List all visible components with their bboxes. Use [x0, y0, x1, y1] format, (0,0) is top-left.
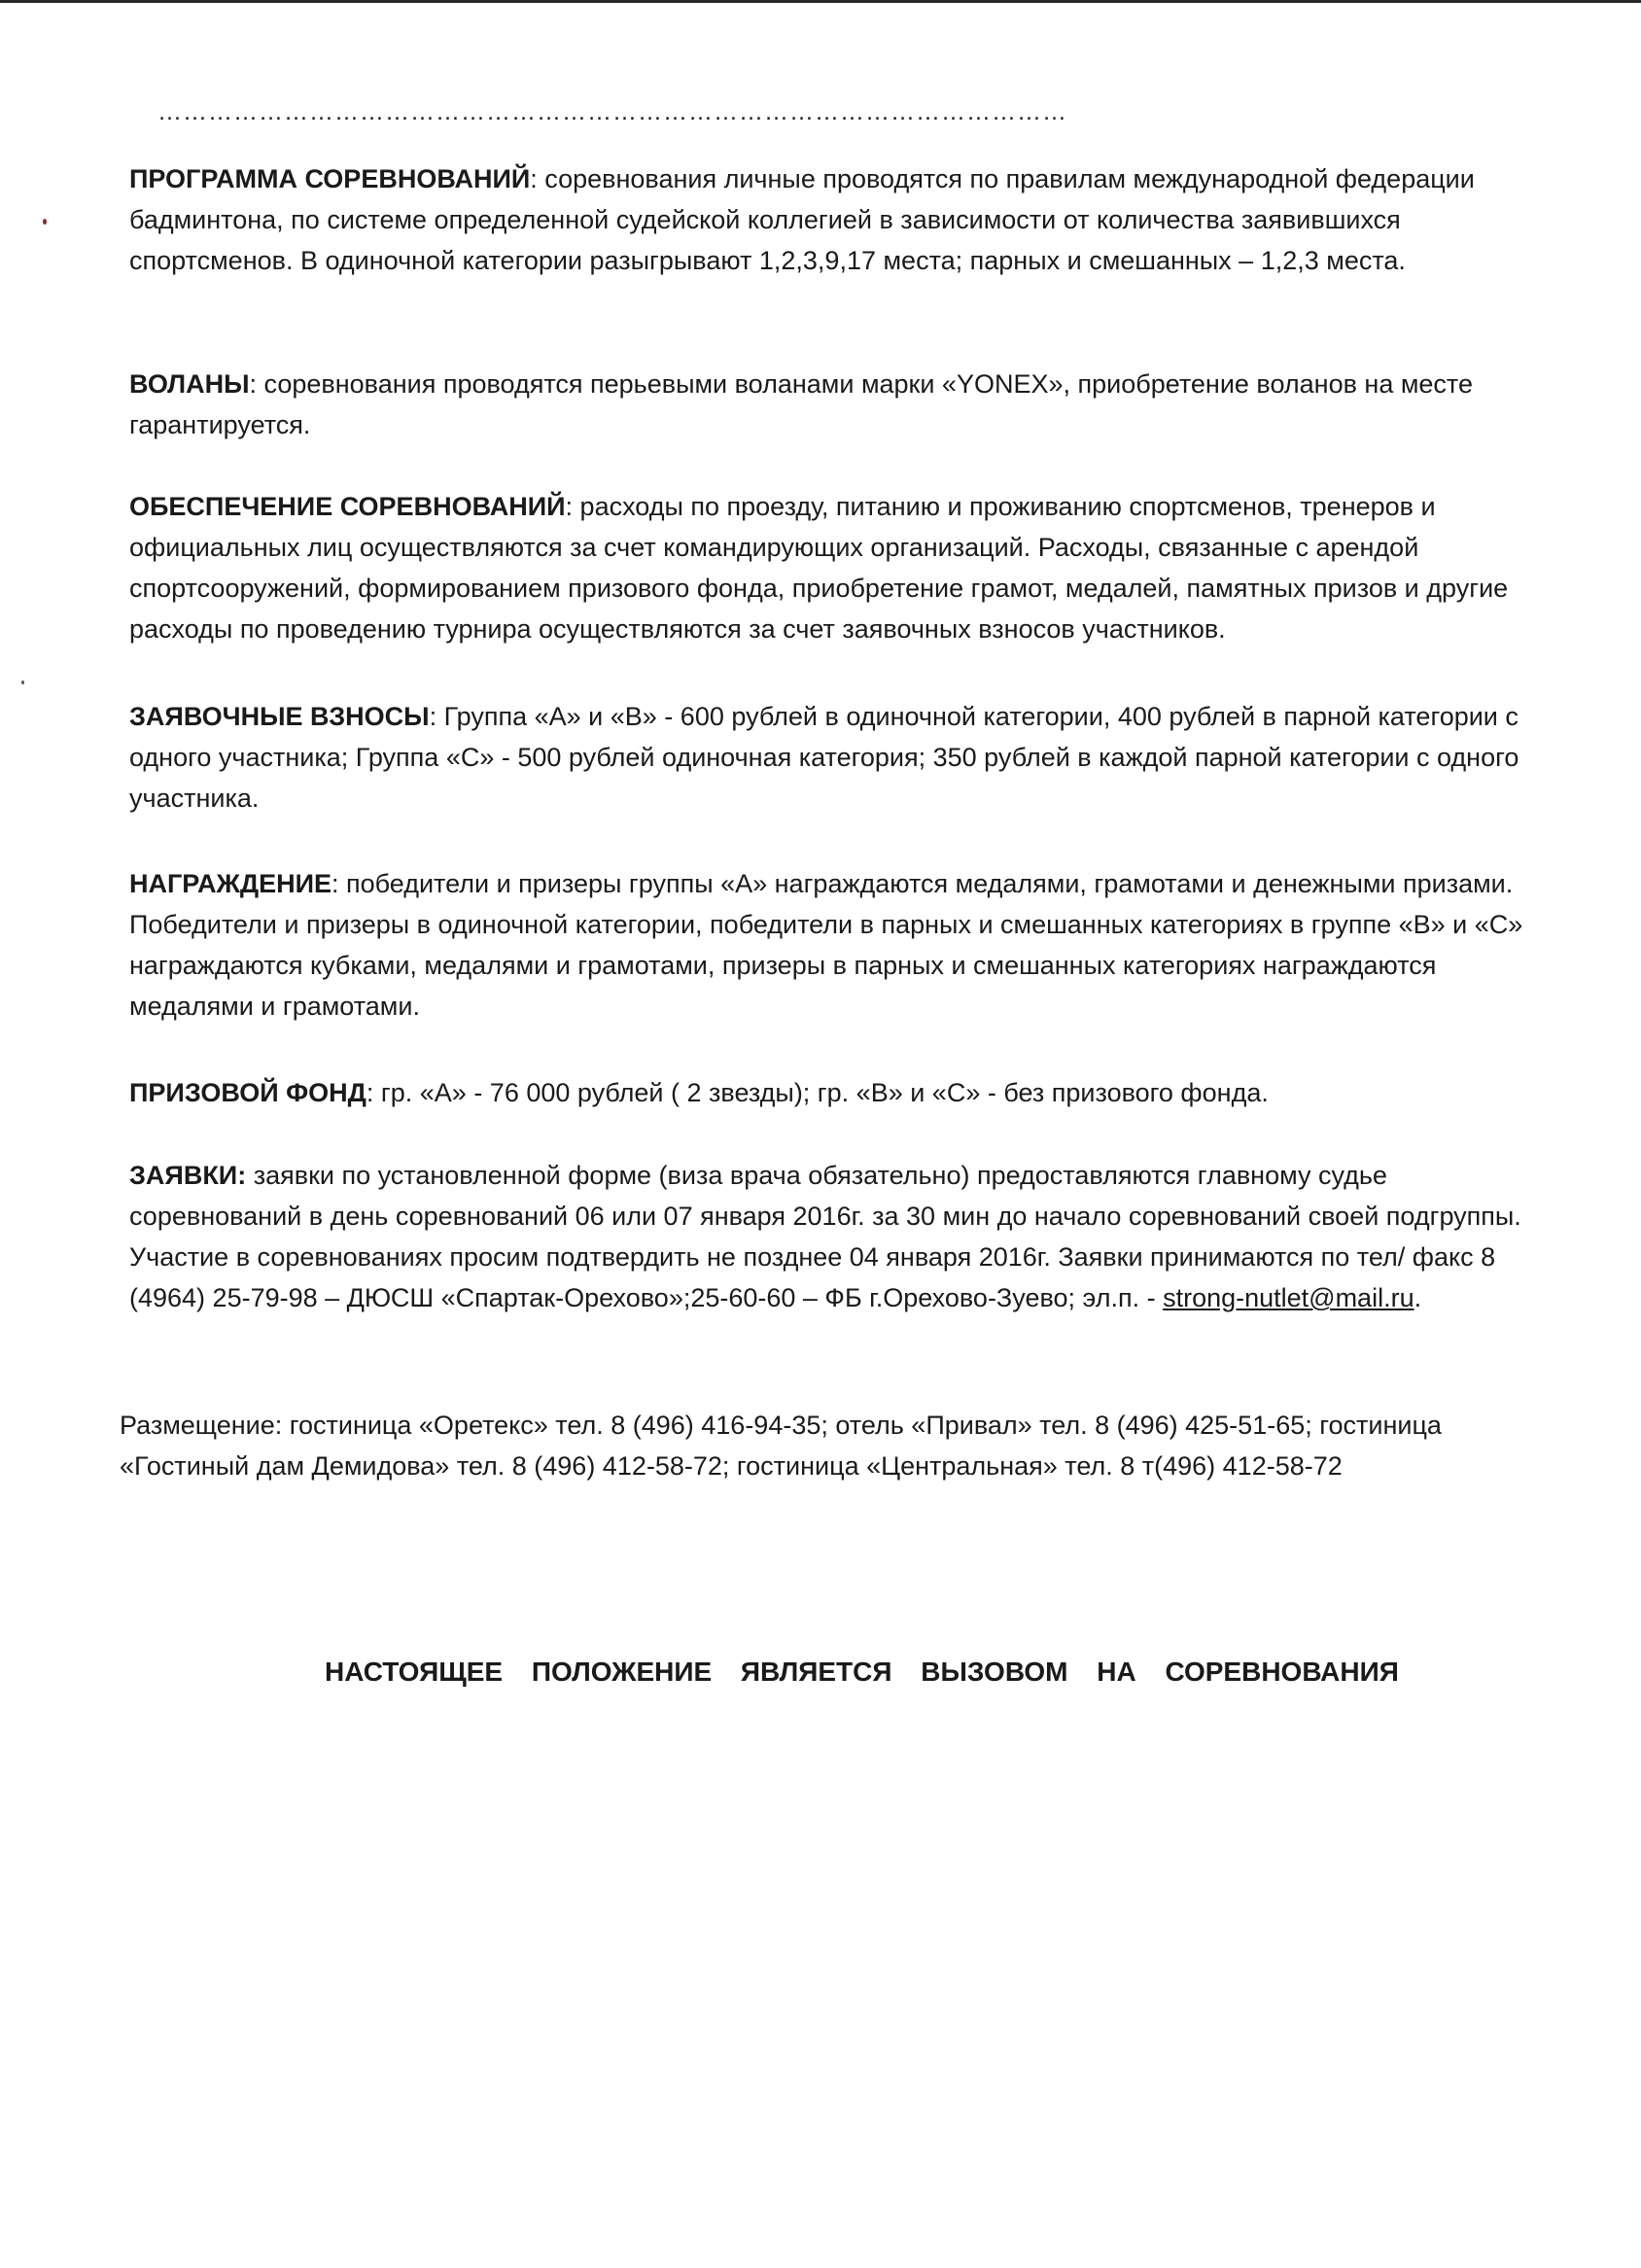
scan-top-edge	[0, 0, 1641, 3]
section-entry-fees	[129, 696, 1529, 819]
section-program	[129, 158, 1529, 281]
section-provision-text: : расходы по проезду, питанию и проживанию спортсменов, тренеров и официальных лиц осуществляются за счет командирующих организаций. Расходы, связанные с арендой спортсооружений, формированием призового фонда, приобретение грамот, медалей, памятных призов и другие расходы по проведению турнира осуществляются за счет заявочных взносов участников.	[129, 492, 1509, 644]
section-program-label: ПРОГРАММА СОРЕВНОВАНИЙ	[129, 164, 531, 193]
section-awards-label: НАГРАЖДЕНИЕ	[129, 869, 332, 898]
scan-artifact	[43, 219, 47, 225]
section-entry-fees-text: : Группа «А» и «В» - 600 рублей в одиночной категории, 400 рублей в парной категории с одного участника; Группа «С» - 500 рублей одиночная категория; 350 рублей в каждой парной категории с одного участника.	[129, 702, 1519, 813]
footer-title: НАСТОЯЩЕЕ ПОЛОЖЕНИЕ ЯВЛЯЕТСЯ ВЫЗОВОМ НА СОРЕВНОВАНИЯ	[325, 1657, 1399, 1687]
section-accommodation	[120, 1405, 1519, 1486]
section-shuttlecocks-label: ВОЛАНЫ	[129, 369, 250, 399]
section-program-text: : соревнования личные проводятся по правилам международной федерации бадминтона, по системе определенной судейской коллегией в зависимости от количества заявившихся спортсменов. В одиночной категории разыгрывают 1,2,3,9,17 места; парных и смешанных – 1,2,3 места.	[129, 164, 1475, 275]
section-entry-fees-label: ЗАЯВОЧНЫЕ ВЗНОСЫ	[129, 702, 430, 731]
section-prize-fund-label: ПРИЗОВОЙ ФОНД	[129, 1078, 367, 1107]
section-provision	[129, 486, 1529, 649]
section-provision-label: ОБЕСПЕЧЕНИЕ СОРЕВНОВАНИЙ	[129, 492, 566, 521]
section-accommodation-text: Размещение: гостиница «Оретекс» тел. 8 (496) 416-94-35; отель «Привал» тел. 8 (496) 425-51-65; гостиница «Гостиный дам Демидова» тел. 8 (496) 412-58-72; гостиница «Центральная» тел. 8 т(496) 412-58-72	[120, 1411, 1442, 1481]
section-applications-label: ЗАЯВКИ:	[129, 1161, 247, 1190]
section-awards	[129, 863, 1529, 1027]
dotted-line: ………………………………………………………………………………………………	[157, 98, 1067, 125]
section-shuttlecocks-text: : соревнования проводятся перьевыми воланами марки «YONEX», приобретение воланов на месте гарантируется.	[129, 369, 1474, 439]
email-link[interactable]: strong-nutlet@mail.ru	[1163, 1283, 1414, 1312]
section-applications	[129, 1155, 1529, 1318]
section-applications-text: заявки по установленной форме (виза врача обязательно) предоставляются главному судье соревнований в день соревнований 06 или 07 января 2016г. за 30 мин до начало соревнований своей подгруппы. Участие в соревнованиях просим подтвердить не позднее 04 января 2016г. Заявки принимаются по тел/ факс 8 (4964) 25-79-98 – ДЮСШ «Спартак-Орехово»;25-60-60 – ФБ г.Орехово-Зуево; эл.п. -	[129, 1161, 1521, 1312]
section-prize-fund-text: : гр. «А» - 76 000 рублей ( 2 звезды); гр. «В» и «С» - без призового фонда.	[366, 1078, 1269, 1107]
section-prize-fund	[129, 1072, 1529, 1113]
scan-artifact	[21, 680, 24, 684]
section-shuttlecocks	[129, 364, 1529, 445]
section-awards-text: : победители и призеры группы «А» награждаются медалями, грамотами и денежными призами. Победители и призеры в одиночной категории, победители в парных и смешанных категориях в группе «В» и «С» награждаются кубками, медалями и грамотами, призеры в парных и смешанных категориях награждаются медалями и грамотами.	[129, 869, 1523, 1021]
section-applications-tail: .	[1414, 1283, 1422, 1312]
